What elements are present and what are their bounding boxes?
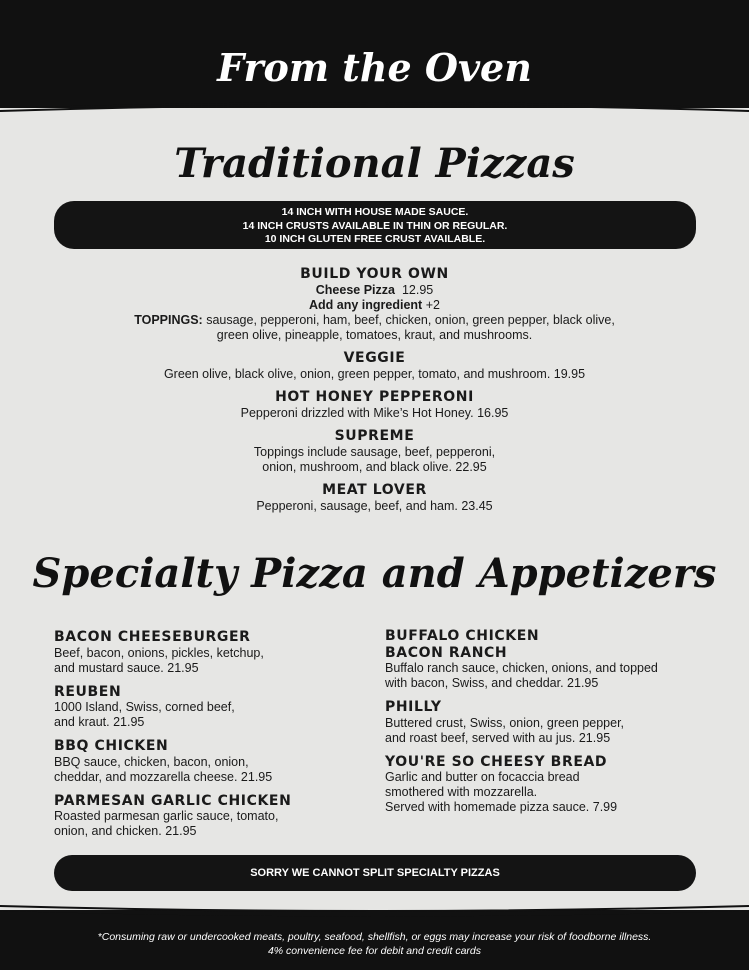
- traditional-title: Traditional Pizzas: [174, 140, 575, 187]
- menu-item-hot-honey-pepperoni: [0, 388, 749, 421]
- item-name: REUBEN: [54, 683, 122, 700]
- convenience-fee-note: 4% convenience fee for debit and credit cards: [267, 945, 482, 957]
- item-description: Served with homemade pizza sauce. 7.99: [385, 800, 618, 814]
- item-name: BUILD YOUR OWN: [300, 266, 449, 282]
- item-description: Toppings include sausage, beef, pepperoni,: [253, 445, 496, 459]
- split-notice-banner: SORRY WE CANNOT SPLIT SPECIALTY PIZZAS: [54, 855, 696, 891]
- menu-item-bacon-cheeseburger: [54, 629, 374, 676]
- toppings-list: sausage, pepperoni, ham, beef, chicken, onion, green pepper, black olive,: [206, 313, 615, 327]
- menu-item-reuben: [54, 684, 374, 731]
- item-description: cheddar, and mozzarella cheese. 21.95: [54, 769, 273, 784]
- item-description: Buttered crust, Swiss, onion, green pepper,: [385, 715, 625, 730]
- footer-disclaimer: [0, 930, 749, 958]
- crust-info-line: 10 INCH GLUTEN FREE CRUST AVAILABLE.: [264, 233, 486, 245]
- cheese-pizza-price: 12.95: [401, 283, 434, 297]
- specialty-right-column: [385, 628, 705, 823]
- crust-info-banner: [54, 201, 696, 249]
- item-name: BUFFALO CHICKEN: [385, 628, 540, 644]
- specialty-left-column: [54, 629, 374, 847]
- item-name: BBQ CHICKEN: [54, 738, 169, 754]
- header-title: From the Oven: [217, 45, 532, 90]
- menu-item-buffalo-chicken-bacon-ranch: [385, 628, 705, 691]
- item-name: SUPREME: [334, 428, 415, 444]
- menu-item-bbq-chicken: [54, 738, 374, 785]
- item-name: HOT HONEY PEPPERONI: [275, 389, 474, 405]
- item-name: BACON CHEESEBURGER: [54, 629, 251, 645]
- item-description: Beef, bacon, onions, pickles, ketchup,: [54, 645, 264, 660]
- menu-item-meat-lover: [0, 481, 749, 514]
- menu-item-veggie: [0, 349, 749, 382]
- crust-info-line: 14 INCH CRUSTS AVAILABLE IN THIN OR REGULAR.: [242, 219, 508, 232]
- item-description: onion, mushroom, and black olive. 22.95: [262, 460, 487, 474]
- item-description: smothered with mozzarella.: [385, 785, 538, 799]
- specialty-title: Specialty Pizza and Appetizers: [32, 550, 717, 597]
- item-description: Pepperoni, sausage, beef, and ham. 23.45: [256, 499, 493, 513]
- crust-info-line: 14 INCH WITH HOUSE MADE SAUCE.: [281, 206, 469, 218]
- menu-item-parmesan-garlic-chicken: [54, 793, 374, 840]
- menu-item-philly: [385, 699, 705, 746]
- menu-item-cheesy-bread: [385, 754, 705, 816]
- item-description: Green olive, black olive, onion, green pepper, tomato, and mushroom. 19.95: [163, 367, 586, 381]
- item-name: BACON RANCH: [385, 644, 508, 661]
- item-description: Garlic and butter on focaccia bread: [385, 770, 580, 784]
- item-description: onion, and chicken. 21.95: [54, 824, 197, 838]
- item-name: YOU'RE SO CHEESY BREAD: [385, 753, 608, 770]
- item-description: and kraut. 21.95: [54, 715, 145, 729]
- item-description: with bacon, Swiss, and cheddar. 21.95: [385, 676, 599, 690]
- foodborne-illness-warning: *Consuming raw or undercooked meats, poultry, seafood, shellfish, or eggs may increase your risk of foodborne illness.: [97, 931, 652, 943]
- traditional-menu: [0, 265, 749, 520]
- item-description: Roasted parmesan garlic sauce, tomato,: [54, 809, 279, 823]
- menu-item-build-your-own: [0, 265, 749, 343]
- cheese-pizza-label: Cheese Pizza: [315, 283, 395, 297]
- item-name: PARMESAN GARLIC CHICKEN: [54, 792, 292, 809]
- header-wave: [0, 94, 749, 134]
- item-name: PHILLY: [385, 699, 442, 715]
- item-name: VEGGIE: [343, 350, 406, 366]
- item-description: Pepperoni drizzled with Mike’s Hot Honey. 16.95: [240, 406, 509, 420]
- add-ingredient-price: +2: [425, 298, 440, 312]
- item-description: BBQ sauce, chicken, bacon, onion,: [54, 754, 249, 769]
- item-description: and roast beef, served with au jus. 21.95: [385, 730, 611, 745]
- item-description: and mustard sauce. 21.95: [54, 660, 199, 675]
- toppings-label: TOPPINGS:: [134, 313, 203, 327]
- item-name: MEAT LOVER: [322, 482, 427, 498]
- toppings-list: green olive, pineapple, tomatoes, kraut, and mushrooms.: [216, 328, 533, 342]
- footer-wave: [0, 892, 749, 922]
- item-description: Buffalo ranch sauce, chicken, onions, and topped: [385, 661, 658, 675]
- item-description: 1000 Island, Swiss, corned beef,: [54, 700, 235, 714]
- add-ingredient-label: Add any ingredient: [309, 298, 423, 312]
- menu-item-supreme: [0, 427, 749, 475]
